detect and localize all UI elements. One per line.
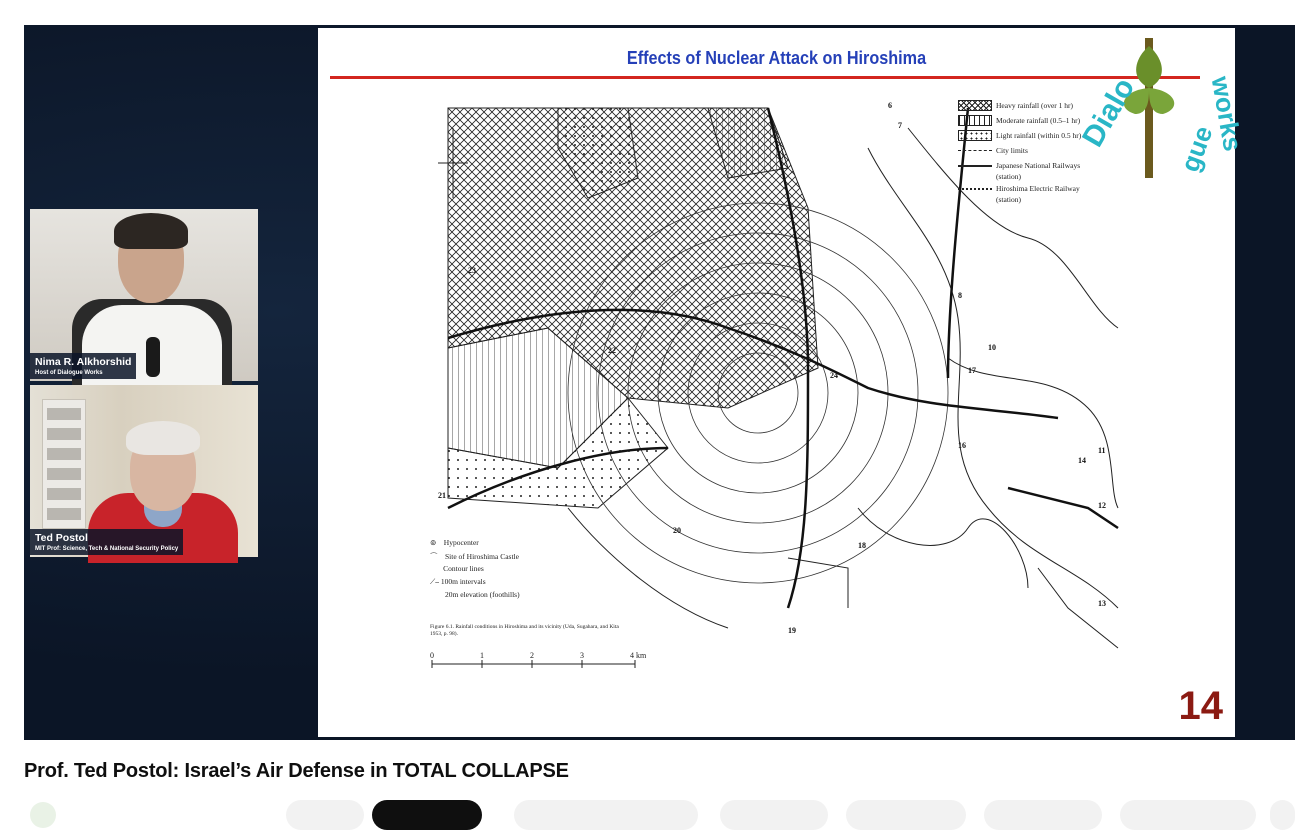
host-nameplate xyxy=(30,353,136,379)
svg-text:gue: gue xyxy=(1174,121,1219,176)
host-webcam-tile xyxy=(30,209,258,381)
video-player[interactable] xyxy=(24,25,1295,740)
svg-text:6: 6 xyxy=(888,101,892,110)
like-dislike-button[interactable] xyxy=(514,800,698,830)
svg-text:24: 24 xyxy=(830,371,838,380)
legend-heavy: Heavy rainfall (over 1 hr) xyxy=(996,101,1074,110)
clip-button[interactable] xyxy=(1120,800,1256,830)
legend-jnr-sub: (station) xyxy=(996,172,1021,181)
host-name: Nima R. Alkhorshid xyxy=(35,356,132,368)
key-foothills: 20m elevation (foothills) xyxy=(445,590,520,599)
svg-text:13: 13 xyxy=(1098,599,1106,608)
svg-text:19: 19 xyxy=(788,626,796,635)
presentation-slide xyxy=(318,28,1249,737)
guest-webcam-tile xyxy=(30,385,258,557)
svg-text:10: 10 xyxy=(988,343,996,352)
guest-name: Ted Postol xyxy=(35,532,88,544)
slide-title: Effects of Nuclear Attack on Hiroshima xyxy=(626,48,927,68)
svg-text:21: 21 xyxy=(438,491,446,500)
contour-line-icon: ⟋⎯ xyxy=(430,577,439,586)
svg-text:18: 18 xyxy=(858,541,866,550)
svg-text:8: 8 xyxy=(958,291,962,300)
electric-railway-line xyxy=(958,188,992,190)
legend-city: City limits xyxy=(996,146,1028,155)
scale-tick-2: 2 xyxy=(530,651,534,660)
key-contour: Contour lines xyxy=(443,564,484,573)
svg-text:23: 23 xyxy=(468,266,476,275)
scale-tick-1: 1 xyxy=(480,651,484,660)
key-interval: 100m intervals xyxy=(440,577,486,586)
jnr-line xyxy=(958,165,992,167)
svg-text:16: 16 xyxy=(958,441,966,450)
host-role: Host of Dialogue Works xyxy=(35,370,103,376)
download-button[interactable] xyxy=(984,800,1102,830)
bookshelf xyxy=(42,399,86,529)
scale-tick-4: 4 km xyxy=(630,651,647,660)
moderate-rainfall-swatch xyxy=(958,115,992,126)
legend-jnr: Japanese National Railways xyxy=(996,161,1081,170)
legend-light: Light rainfall (within 0.5 hr) xyxy=(996,131,1082,140)
svg-text:7: 7 xyxy=(898,121,902,130)
svg-text:11: 11 xyxy=(1098,446,1106,455)
figure-caption: Figure 6.1. Rainfall conditions in Hiroshima and its vicinity (Uda, Sugahara, and Kita 1953, p. 98). xyxy=(430,624,619,637)
scale-tick-0: 0 xyxy=(430,651,434,660)
legend-elec-sub: (station) xyxy=(996,195,1021,204)
scale-tick-3: 3 xyxy=(580,651,584,660)
guest-hair xyxy=(126,421,200,455)
share-button[interactable] xyxy=(720,800,828,830)
light-rainfall-swatch xyxy=(958,130,992,141)
svg-text:17: 17 xyxy=(968,366,976,375)
more-actions-button[interactable] xyxy=(1270,800,1295,830)
host-hair xyxy=(114,213,188,249)
svg-text:Dialo: Dialo xyxy=(1076,72,1142,153)
svg-text:12: 12 xyxy=(1098,501,1106,510)
hypocenter-icon: ⊚ xyxy=(430,538,437,547)
svg-text:14: 14 xyxy=(1078,456,1086,465)
heavy-rainfall-swatch xyxy=(958,100,992,111)
channel-avatar[interactable] xyxy=(30,802,56,828)
video-action-bar xyxy=(24,800,1295,830)
ask-button[interactable] xyxy=(846,800,966,830)
scale-bar xyxy=(430,650,660,672)
key-castle: Site of Hiroshima Castle xyxy=(445,552,519,561)
channel-name-area[interactable] xyxy=(64,800,274,830)
guest-role: MIT Prof: Science, Tech & National Security Policy xyxy=(35,546,179,552)
svg-text:22: 22 xyxy=(608,346,616,355)
legend-elec: Hiroshima Electric Railway xyxy=(996,184,1080,193)
map-key xyxy=(430,538,520,603)
svg-text:works: works xyxy=(1205,74,1249,154)
key-hypocenter: Hypocenter xyxy=(443,538,479,547)
svg-text:20: 20 xyxy=(673,526,681,535)
join-button[interactable] xyxy=(286,800,364,830)
microphone xyxy=(146,337,160,377)
subscribe-button[interactable] xyxy=(372,800,482,830)
slide-number: 14 xyxy=(1178,684,1223,728)
dialogue-works-logo xyxy=(1065,28,1249,188)
video-title[interactable]: Prof. Ted Postol: Israel’s Air Defense in TOTAL COLLAPSE xyxy=(24,760,569,782)
distance-scale xyxy=(430,650,660,674)
legend-moderate: Moderate rainfall (0.5–1 hr) xyxy=(996,116,1081,125)
castle-icon: ⌒ xyxy=(430,552,438,561)
city-limits-line xyxy=(958,150,992,151)
guest-nameplate xyxy=(30,529,183,555)
